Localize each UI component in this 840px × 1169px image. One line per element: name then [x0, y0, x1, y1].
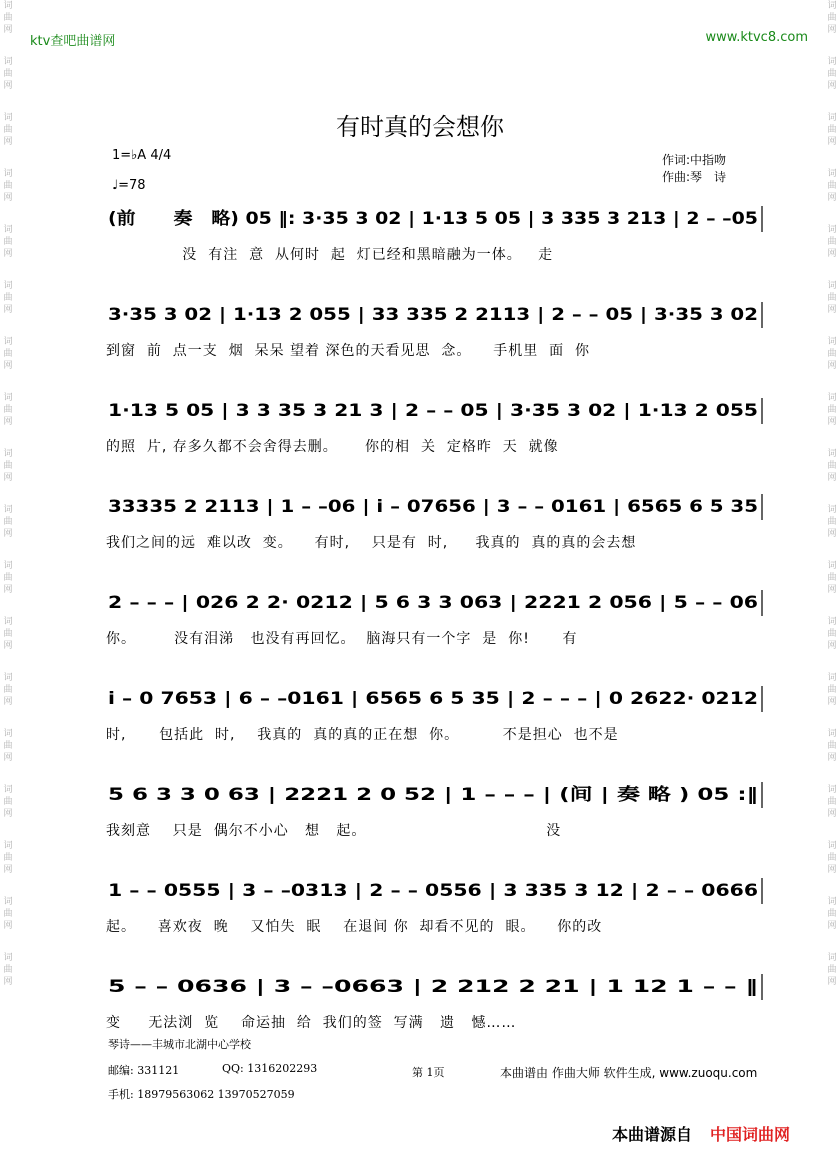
song-title: 有时真的会想你 [336, 113, 504, 141]
notation-text: (前 奏 略) 05 ‖: 3·35 3 02 | 1·13 5 05 | 3 335 3 213 | 2 – –05 [108, 209, 692, 229]
left-watermark-strip: 词曲网 词曲网 词曲网 词曲网 词曲网 词曲网 词曲网 词曲网 词曲网 词曲网 词曲网 词曲网 词曲网 词曲网 词曲网 词曲网 词曲网 词曲网 [3, 1, 13, 987]
right-watermark-strip: 词曲网 词曲网 词曲网 词曲网 词曲网 词曲网 词曲网 词曲网 词曲网 词曲网 词曲网 词曲网 词曲网 词曲网 词曲网 词曲网 词曲网 词曲网 [827, 1, 837, 987]
footer-qq: QQ: 1316202293 [222, 1062, 318, 1075]
notation-line [0, 778, 840, 818]
score-row [0, 298, 840, 388]
lyricist: 作词:中指吻 [662, 153, 727, 167]
source-label: 本曲谱源自 [612, 1125, 693, 1144]
notation-line [0, 970, 840, 1010]
lyric-line: 的照 片, 存多久都不会舍得去删。 你的相 关 定格昨 天 就像 [106, 439, 559, 455]
lyric-line: 我刻意 只是 偶尔不小心 想 起。 没 [106, 823, 562, 839]
notation-line [0, 202, 840, 242]
source-site: 中国词曲网 [710, 1125, 791, 1144]
notation-text: 1 – – 0555 | 3 – –0313 | 2 – – 0556 | 3 335 3 12 | 2 – – 0666 [108, 881, 758, 901]
composer: 作曲:琴 诗 [662, 170, 727, 184]
notation-line [0, 490, 840, 530]
source-credit [612, 1122, 790, 1145]
credits [662, 152, 726, 186]
notation-line [0, 682, 840, 722]
notation-line [0, 298, 840, 338]
site-watermark-right: www.ktvc8.com [705, 30, 808, 45]
notation-text: 2 – – – | 026 2 2· 0212 | 5 6 3 3 063 | 2221 2 056 | 5 – – 06 [108, 593, 758, 613]
notation-text: 33335 2 2113 | 1 – –06 | i – 07656 | 3 – – 0161 | 6565 6 5 35 [108, 497, 758, 517]
lyric-line: 时, 包括此 时, 我真的 真的真的正在想 你。 不是担心 也不是 [106, 727, 619, 743]
footer-phone: 手机: 18979563062 13970527059 [108, 1088, 295, 1101]
lyric-line: 起。 喜欢夜 晚 又怕失 眠 在退间 你 却看不见的 眼。 你的改 [106, 919, 603, 935]
lyric-line: 我们之间的远 难以改 变。 有时, 只是有 时, 我真的 真的真的会去想 [106, 535, 637, 551]
notation-line [0, 586, 840, 626]
tempo-marking: ♩=78 [112, 178, 146, 193]
lyric-line: 变 无法浏 览 命运抽 给 我们的签 写满 遗 憾…… [106, 1015, 517, 1031]
notation-line [0, 394, 840, 434]
score-row [0, 682, 840, 772]
notation-text: 1·13 5 05 | 3 3 35 3 21 3 | 2 – – 05 | 3·35 3 02 | 1·13 2 055 [108, 401, 758, 421]
footer-author: 琴诗——丰城市北湖中心学校 [108, 1038, 251, 1051]
notation-line [0, 874, 840, 914]
score-row [0, 586, 840, 676]
notation-text: 3·35 3 02 | 1·13 2 055 | 33 335 2 2113 | 2 – – 05 | 3·35 3 02 [108, 305, 758, 325]
site-watermark-left: ktv查吧曲谱网 [30, 34, 116, 49]
score-row [0, 874, 840, 964]
notation-text: 5 – – 0636 | 3 – –0663 | 2 212 2 21 | 1 12 1 – – ‖ [108, 977, 758, 997]
notation-text: 5 6 3 3 0 63 | 2221 2 0 52 | 1 – – – | (间 | 奏 略 ) 05 :‖ [108, 785, 590, 805]
footer-page: 第 1页 [412, 1066, 445, 1079]
score-row [0, 490, 840, 580]
lyric-line: 你。 没有泪涕 也没有再回忆。 脑海只有一个字 是 你! 有 [106, 631, 578, 647]
footer-postcode: 邮编: 331121 [108, 1064, 180, 1077]
lyric-line: 到窗 前 点一支 烟 呆呆 望着 深色的天看见思 念。 手机里 面 你 [106, 343, 591, 359]
lyric-line: 没 有注 意 从何时 起 灯已经和黑暗融为一体。 走 [106, 247, 554, 263]
key-signature: 1=♭A 4/4 [112, 148, 172, 163]
notation-text: i – 0 7653 | 6 – –0161 | 6565 6 5 35 | 2 – – – | 0 2622· 0212 [108, 689, 758, 709]
score-row [0, 778, 840, 868]
footer-software: 本曲谱由 作曲大师 软件生成, www.zuoqu.com [500, 1066, 758, 1080]
score-row [0, 202, 840, 292]
score-row [0, 394, 840, 484]
